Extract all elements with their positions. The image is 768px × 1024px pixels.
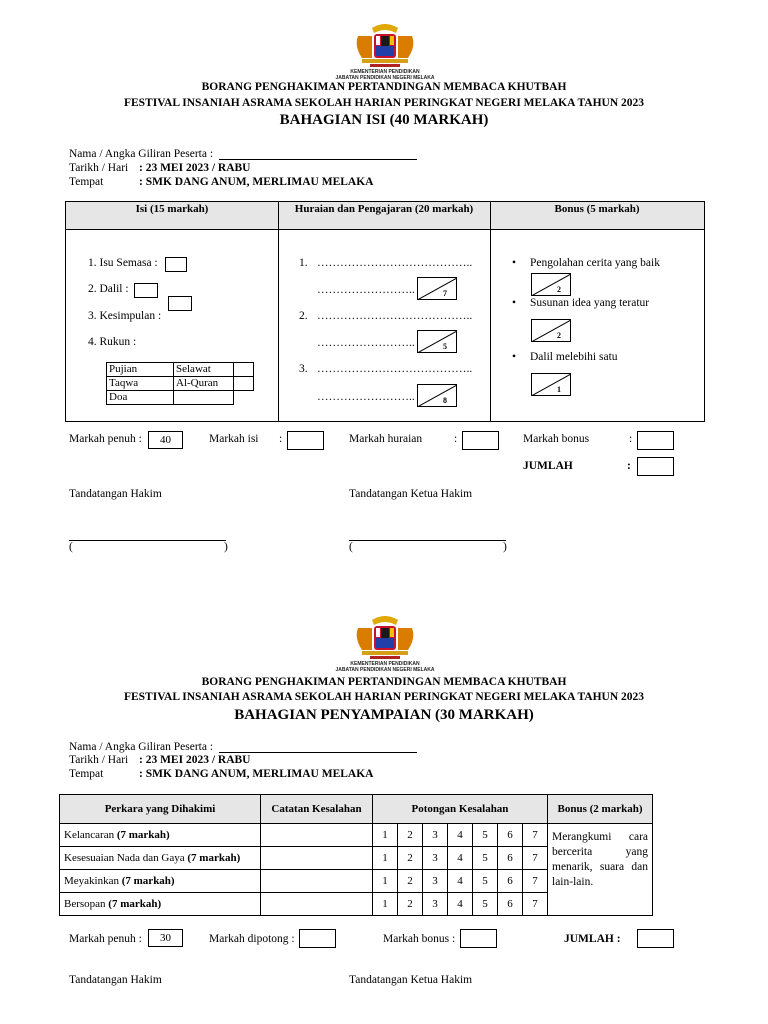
deduction-option[interactable]: 7 — [523, 847, 548, 870]
diagonal-divider — [531, 319, 571, 342]
head-judge-name-open-paren: ( — [349, 541, 353, 553]
total-label: JUMLAH — [523, 460, 573, 472]
section-title: BAHAGIAN PENYAMPAIAN (30 MARKAH) — [234, 707, 534, 723]
max-score: 8 — [443, 396, 447, 405]
participant-name-label: Nama / Angka Giliran Peserta : — [69, 148, 214, 160]
bonus-item: Pengolahan cerita yang baik — [530, 257, 660, 269]
department-line: JABATAN PENDIDIKAN NEGERI MELAKA — [335, 667, 435, 673]
criterion-label — [60, 824, 261, 847]
judge-name-close-paren: ) — [224, 541, 228, 553]
deduction-option[interactable]: 6 — [498, 847, 523, 870]
header-bonus: Bonus (2 markah) — [548, 795, 653, 824]
bonus-score-box[interactable] — [531, 319, 571, 342]
huraian-number: 1. — [299, 257, 308, 269]
max-score: 2 — [557, 285, 561, 294]
table-row — [60, 824, 653, 847]
place-label: Tempat — [69, 176, 104, 188]
bonus-description-cell — [548, 824, 653, 916]
deduction-option[interactable]: 4 — [448, 824, 473, 847]
huraian-score-box[interactable] — [417, 277, 457, 300]
huraian-score-box[interactable] — [417, 384, 457, 407]
elaboration-marks-label: Markah huraian — [349, 433, 423, 445]
bonus-item: Dalil melebihi satu — [530, 351, 618, 363]
section-title: BAHAGIAN ISI (40 MARKAH) — [279, 112, 489, 128]
ministry-line: KEMENTERIAN PENDIDIKAN — [350, 661, 420, 667]
total-marks-box[interactable] — [637, 929, 674, 948]
content-marks-label: Markah isi — [209, 433, 259, 445]
full-marks-label: Markah penuh : — [69, 933, 142, 945]
huraian-line[interactable]: …………………….. — [317, 391, 415, 403]
rukun-row — [107, 391, 254, 405]
error-notes-cell[interactable] — [261, 893, 373, 916]
colon-separator: : — [454, 433, 458, 445]
huraian-line[interactable]: …………………….. — [317, 284, 415, 296]
header-bonus: Bonus (5 markah) — [554, 203, 640, 215]
judge-signature-label: Tandatangan Hakim — [69, 974, 162, 986]
diagonal-divider — [417, 384, 457, 407]
huraian-score-box[interactable] — [417, 330, 457, 353]
date-value: : 23 MEI 2023 / RABU — [139, 162, 251, 174]
criterion-name: Bersopan — [64, 898, 109, 910]
max-score: 1 — [557, 385, 561, 394]
date-label: Tarikh / Hari — [69, 162, 129, 174]
bonus-bullet-icon: • — [512, 297, 517, 309]
bonus-score-box[interactable] — [531, 273, 571, 296]
criterion-name: Kesesuaian Nada dan Gaya — [64, 852, 188, 864]
date-label: Tarikh / Hari — [69, 754, 129, 766]
deduction-option[interactable]: 2 — [398, 870, 423, 893]
deduction-option[interactable]: 3 — [423, 824, 448, 847]
criterion-marks: (7 markah) — [116, 829, 170, 841]
deduction-option[interactable]: 1 — [373, 847, 398, 870]
deduction-option[interactable]: 5 — [473, 824, 498, 847]
criterion-name: Meyakinkan — [64, 875, 122, 887]
max-score: 7 — [443, 289, 447, 298]
bonus-item: Susunan idea yang teratur — [530, 297, 650, 309]
diagonal-divider — [531, 373, 571, 396]
form-title: BORANG PENGHAKIMAN PERTANDINGAN MEMBACA KHUTBAH — [201, 81, 567, 93]
isi-item-dalil: 2. Dalil : — [88, 283, 129, 295]
elaboration-marks-box[interactable] — [462, 431, 499, 450]
deduction-option[interactable]: 2 — [398, 847, 423, 870]
deduction-option[interactable]: 4 — [448, 870, 473, 893]
delivery-scoring-table — [59, 794, 653, 916]
isi-item-isu-semasa: 1. Isu Semasa : — [88, 257, 158, 269]
error-notes-cell[interactable] — [261, 824, 373, 847]
form-title: BORANG PENGHAKIMAN PERTANDINGAN MEMBACA KHUTBAH — [201, 676, 567, 688]
colon-separator: : — [279, 433, 283, 445]
total-label: JUMLAH : — [564, 933, 621, 945]
max-score: 2 — [557, 331, 561, 340]
deduction-option[interactable]: 6 — [498, 870, 523, 893]
huraian-line[interactable]: ………………………………….. — [317, 363, 473, 375]
head-judge-signature-label: Tandatangan Ketua Hakim — [349, 974, 473, 986]
deduction-option[interactable]: 7 — [523, 893, 548, 916]
participant-name-field[interactable] — [219, 752, 417, 753]
header-huraian: Huraian dan Pengajaran (20 markah) — [294, 203, 474, 215]
header-potongan: Potongan Kesalahan — [373, 795, 548, 824]
diagonal-divider — [417, 277, 457, 300]
isi-score-box[interactable] — [168, 296, 192, 311]
full-marks-value: 30 — [148, 929, 183, 947]
isi-score-box[interactable] — [165, 257, 187, 272]
criterion-label — [60, 893, 261, 916]
criterion-label — [60, 847, 261, 870]
error-notes-cell[interactable] — [261, 847, 373, 870]
bonus-marks-label: Markah bonus : — [383, 933, 456, 945]
head-judge-signature-line[interactable] — [349, 540, 506, 541]
judge-name-open-paren: ( — [69, 541, 73, 553]
judge-signature-line[interactable] — [69, 540, 226, 541]
rukun-item: Selawat — [174, 363, 234, 377]
deduction-option[interactable]: 5 — [473, 847, 498, 870]
participant-name-label: Nama / Angka Giliran Peserta : — [69, 741, 214, 753]
colon-separator: : — [629, 433, 633, 445]
deduction-option[interactable]: 7 — [523, 824, 548, 847]
head-judge-signature-label: Tandatangan Ketua Hakim — [349, 488, 473, 500]
content-marks-box[interactable] — [287, 431, 324, 450]
huraian-number: 3. — [299, 363, 308, 375]
bonus-marks-box[interactable] — [460, 929, 497, 948]
form-subtitle: FESTIVAL INSANIAH ASRAMA SEKOLAH HARIAN PERINGKAT NEGERI MELAKA TAHUN 2023 — [123, 97, 645, 109]
rukun-check-cell[interactable] — [174, 391, 234, 405]
bonus-marks-box[interactable] — [637, 431, 674, 450]
isi-item-kesimpulan: 3. Kesimpulan : — [88, 310, 162, 322]
criterion-name: Kelancaran — [64, 829, 117, 841]
deduction-option[interactable]: 2 — [398, 893, 423, 916]
rukun-item: Doa — [107, 391, 174, 405]
criterion-label — [60, 870, 261, 893]
place-value: : SMK DANG ANUM, MERLIMAU MELAKA — [139, 176, 374, 188]
rukun-checklist — [106, 362, 254, 405]
deduction-option[interactable]: 2 — [398, 824, 423, 847]
huraian-line[interactable]: …………………….. — [317, 337, 415, 349]
deduction-option[interactable]: 5 — [473, 893, 498, 916]
deduction-option[interactable]: 1 — [373, 824, 398, 847]
error-notes-cell[interactable] — [261, 870, 373, 893]
max-score: 5 — [443, 342, 447, 351]
deducted-marks-box[interactable] — [299, 929, 336, 948]
deduction-option[interactable]: 1 — [373, 870, 398, 893]
table-header-row — [60, 795, 653, 824]
rukun-check-cell[interactable] — [234, 377, 254, 391]
header-isi: Isi (15 markah) — [135, 203, 209, 215]
deduction-option[interactable]: 4 — [448, 893, 473, 916]
rukun-row — [107, 377, 254, 391]
bonus-score-box[interactable] — [531, 373, 571, 396]
full-marks-value: 40 — [148, 431, 183, 449]
isi-score-box[interactable] — [134, 283, 158, 298]
isi-item-rukun: 4. Rukun : — [88, 336, 137, 348]
huraian-line[interactable]: ………………………………….. — [317, 310, 473, 322]
header-perkara: Perkara yang Dihakimi — [60, 795, 261, 824]
huraian-number: 2. — [299, 310, 308, 322]
deduction-option[interactable]: 7 — [523, 870, 548, 893]
total-marks-box[interactable] — [637, 457, 674, 476]
deduction-option[interactable]: 3 — [423, 893, 448, 916]
rukun-check-cell[interactable] — [234, 363, 254, 377]
ministry-caption — [320, 69, 450, 81]
deducted-marks-label: Markah dipotong : — [209, 933, 295, 945]
deduction-option[interactable]: 4 — [448, 847, 473, 870]
full-marks-label: Markah penuh : — [69, 433, 142, 445]
participant-name-field[interactable] — [219, 159, 417, 160]
bonus-bullet-icon: • — [512, 351, 517, 363]
department-line: JABATAN PENDIDIKAN NEGERI MELAKA — [335, 75, 435, 81]
content-scoring-table — [65, 201, 705, 422]
colon-separator: : — [627, 460, 631, 472]
bonus-marks-label: Markah bonus — [523, 433, 590, 445]
diagonal-divider — [417, 330, 457, 353]
rukun-item: Taqwa — [107, 377, 174, 391]
deduction-option[interactable]: 1 — [373, 893, 398, 916]
criterion-marks: (7 markah) — [121, 875, 175, 887]
date-value: : 23 MEI 2023 / RABU — [139, 754, 251, 766]
place-label: Tempat — [69, 768, 104, 780]
header-catatan: Catatan Kesalahan — [261, 795, 373, 824]
ministry-line: KEMENTERIAN PENDIDIKAN — [350, 69, 420, 75]
deduction-option[interactable]: 6 — [498, 824, 523, 847]
deduction-option[interactable]: 3 — [423, 870, 448, 893]
judge-signature-label: Tandatangan Hakim — [69, 488, 162, 500]
criterion-marks: (7 markah) — [187, 852, 241, 864]
bonus-description: Merangkumi cara bercerita yang menarik, suara dan lain-lain. — [552, 831, 648, 888]
deduction-option[interactable]: 6 — [498, 893, 523, 916]
huraian-line[interactable]: ………………………………….. — [317, 257, 473, 269]
bonus-bullet-icon: • — [512, 257, 517, 269]
head-judge-name-close-paren: ) — [503, 541, 507, 553]
diagonal-divider — [531, 273, 571, 296]
rukun-item: Pujian — [107, 363, 174, 377]
ministry-caption — [320, 661, 450, 673]
rukun-row — [107, 363, 254, 377]
deduction-option[interactable]: 3 — [423, 847, 448, 870]
rukun-empty-cell — [234, 391, 254, 405]
deduction-option[interactable]: 5 — [473, 870, 498, 893]
criterion-marks: (7 markah) — [108, 898, 162, 910]
form-subtitle: FESTIVAL INSANIAH ASRAMA SEKOLAH HARIAN PERINGKAT NEGERI MELAKA TAHUN 2023 — [123, 691, 645, 703]
rukun-item: Al-Quran — [174, 377, 234, 391]
place-value: : SMK DANG ANUM, MERLIMAU MELAKA — [139, 768, 374, 780]
